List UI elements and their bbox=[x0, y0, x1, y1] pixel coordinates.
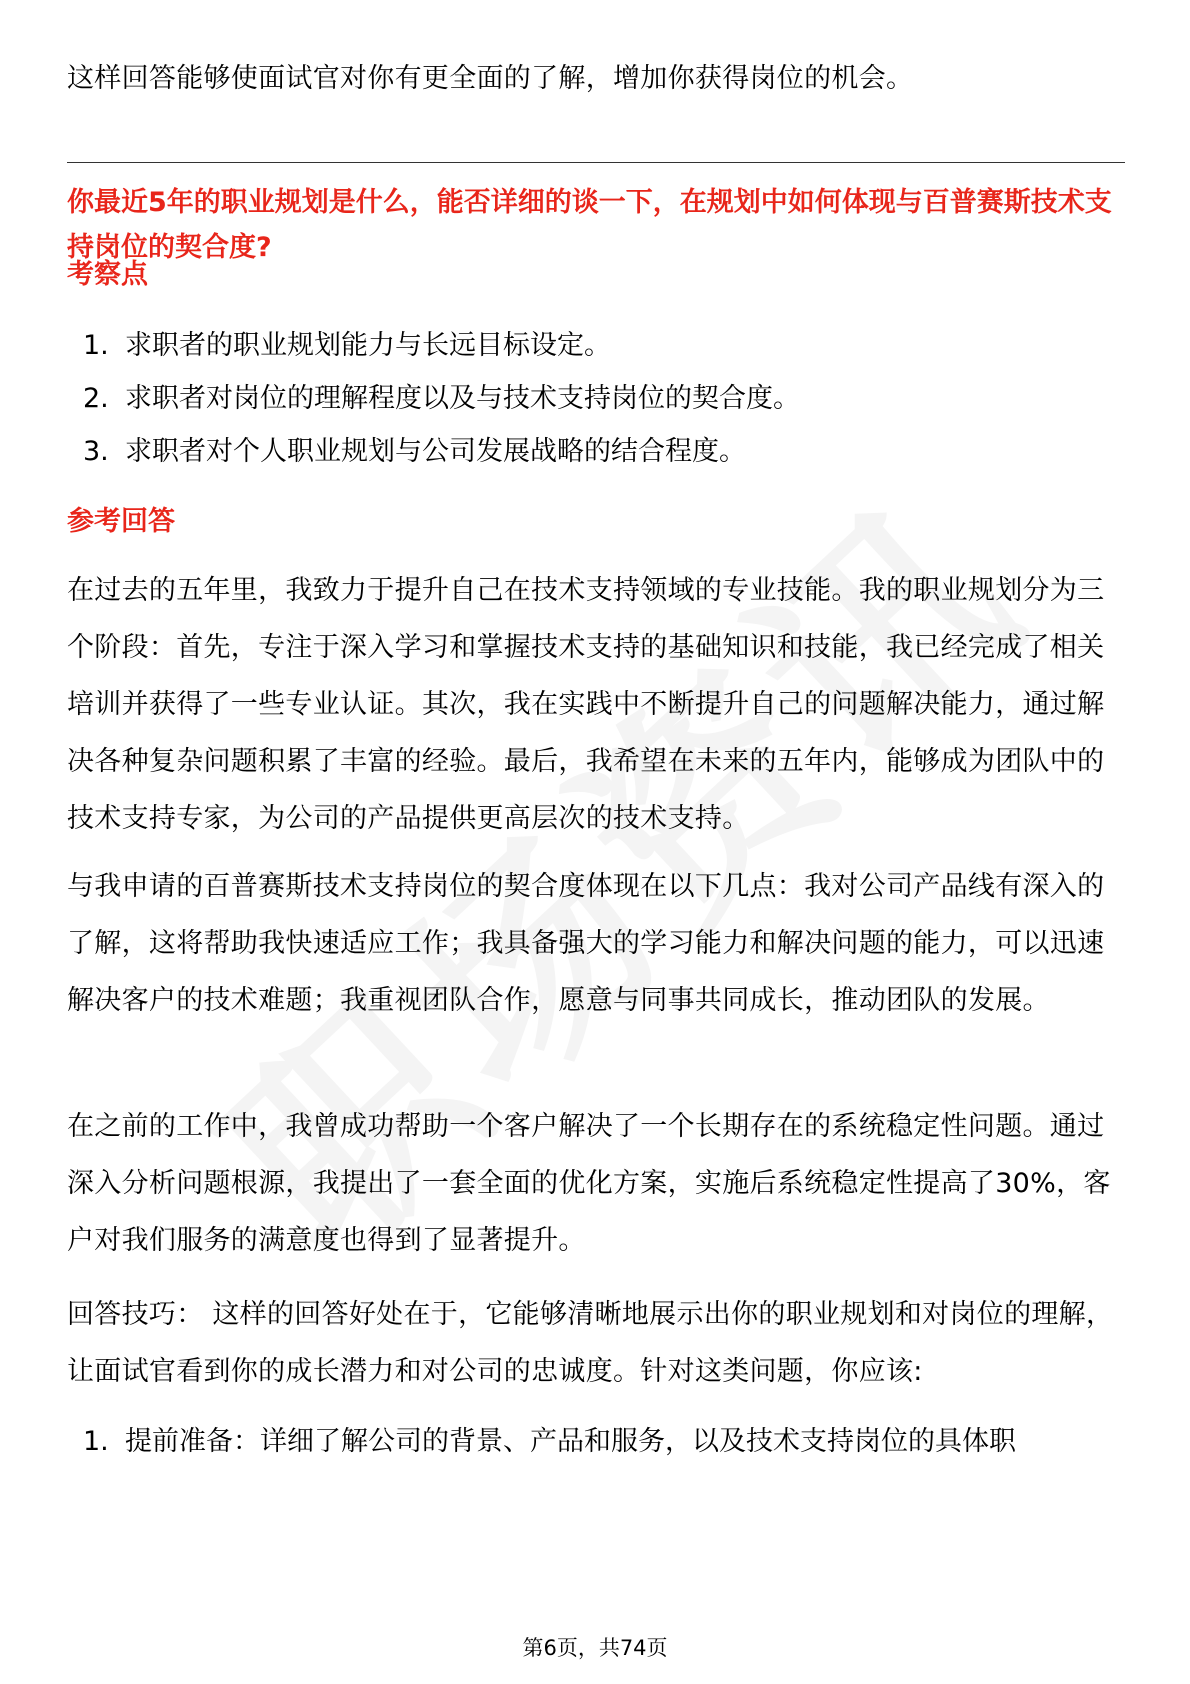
focus-item-text: 求职者的职业规划能力与长远目标设定。 bbox=[125, 330, 611, 361]
focus-item-text: 求职者对个人职业规划与公司发展战略的结合程度。 bbox=[125, 436, 746, 467]
tips-item-number: 1. bbox=[83, 1426, 109, 1457]
intro-paragraph: 这样回答能够使面试官对你有更全面的了解，增加你获得岗位的机会。 bbox=[67, 63, 914, 94]
focus-item-number: 3. bbox=[83, 436, 109, 467]
focus-item-number: 1. bbox=[83, 330, 109, 361]
tips-item-text: 提前准备：详细了解公司的背景、产品和服务，以及技术支持岗位的具体职 bbox=[125, 1426, 1016, 1457]
answer-paragraph: 在过去的五年里，我致力于提升自己在技术支持领域的专业技能。我的职业规划分为三个阶段：首先，专注于深入学习和掌握技术支持的基础知识和技能，我已经完成了相关培训并获得了一些专业认证。其次，我在实践中不断提升自己的问题解决能力，通过解决各种复杂问题积累了丰富的经验。最后，我希望在未来的五年内，能够成为团队中的技术支持专家，为公司的产品提供更高层次的技术支持。 bbox=[67, 575, 1105, 834]
focus-item-text: 求职者对岗位的理解程度以及与技术支持岗位的契合度。 bbox=[125, 383, 800, 414]
answer-paragraph: 在之前的工作中，我曾成功帮助一个客户解决了一个长期存在的系统稳定性问题。通过深入分析问题根源，我提出了一套全面的优化方案，实施后系统稳定性提高了30%，客户对我们服务的满意度也得到了显著提升。 bbox=[67, 1111, 1111, 1256]
tips-paragraph: 回答技巧： 这样的回答好处在于，它能够清晰地展示出你的职业规划和对岗位的理解，让面试官看到你的成长潜力和对公司的忠诚度。针对这类问题，你应该: bbox=[67, 1299, 1114, 1387]
page-footer: 第6页，共74页 bbox=[522, 1636, 668, 1660]
divider bbox=[67, 162, 1125, 163]
answer-heading: 参考回答 bbox=[67, 506, 175, 537]
answer-paragraph: 与我申请的百普赛斯技术支持岗位的契合度体现在以下几点：我对公司产品线有深入的了解，这将帮助我快速适应工作；我具备强大的学习能力和解决问题的能力，可以迅速解决客户的技术难题；我重视团队合作，愿意与同事共同成长，推动团队的发展。 bbox=[67, 871, 1105, 1016]
focus-heading: 考察点 bbox=[67, 259, 148, 290]
question-heading: 你最近5年的职业规划是什么，能否详细的谈一下，在规划中如何体现与百普赛斯技术支持岗位的契合度? bbox=[67, 187, 1112, 263]
focus-item-number: 2. bbox=[83, 383, 109, 414]
